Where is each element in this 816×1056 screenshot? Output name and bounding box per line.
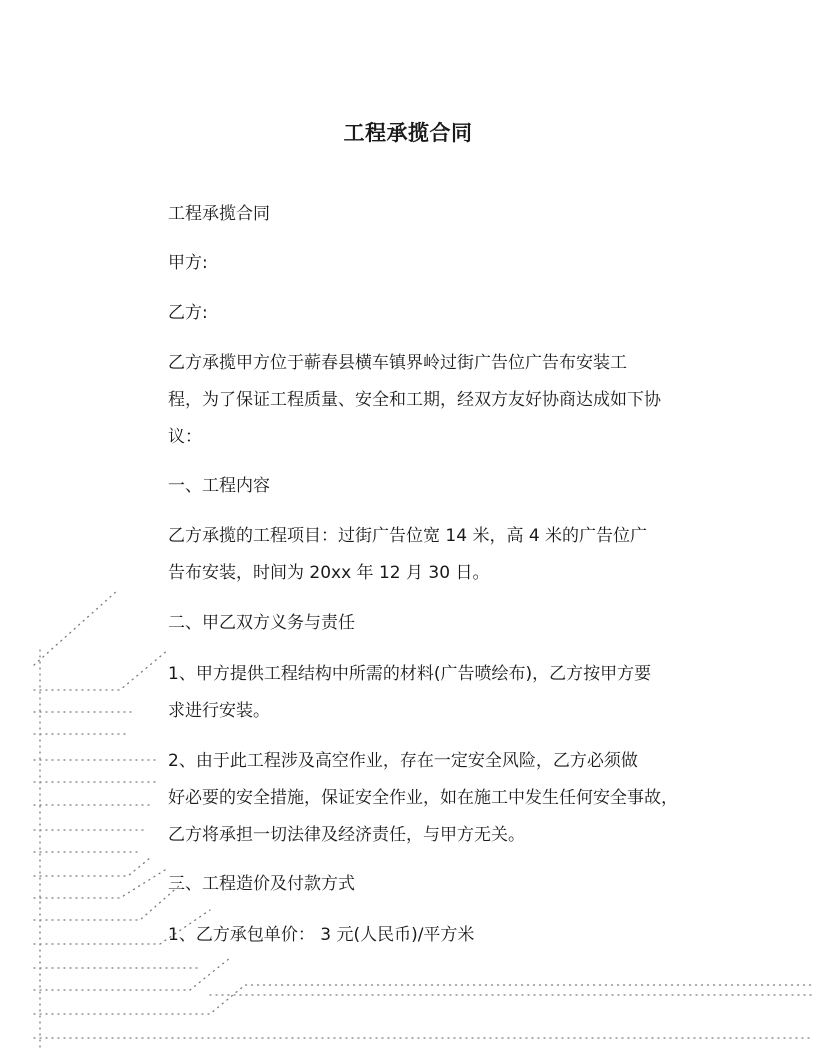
text-line: 乙方承揽甲方位于蕲春县横车镇界岭过街广告位广告布安装工 — [168, 353, 627, 373]
text-line: 工程承揽合同 — [168, 204, 270, 224]
paragraph-unit-price — [120, 917, 695, 954]
section-heading-2 — [120, 605, 695, 642]
paragraph-party-a — [120, 245, 695, 282]
text-line: 甲方: — [168, 253, 208, 273]
text-line: 程，为了保证工程质量、安全和工期，经双方友好协商达成如下协 — [168, 390, 661, 410]
text-line: 1、甲方提供工程结构中所需的材料(广告喷绘布)，乙方按甲方要 — [168, 664, 652, 684]
text-line: 1、乙方承包单价： 3 元(人民币)/平方米 — [168, 925, 475, 945]
text-line: 求进行安装。 — [168, 701, 270, 721]
document-title: 工程承揽合同 — [343, 121, 473, 145]
text-line: 乙方将承担一切法律及经济责任，与甲方无关。 — [168, 825, 525, 845]
text-line: 好必要的安全措施，保证安全作业，如在施工中发生任何安全事故， — [168, 788, 678, 808]
text-line: 乙方: — [168, 303, 208, 323]
paragraph-intro — [120, 345, 695, 456]
paragraph-party-b — [120, 295, 695, 332]
text-line: 告布安装，时间为 20xx 年 12 月 30 日。 — [168, 563, 490, 583]
paragraph-obligation-1 — [120, 656, 695, 730]
text-line: 2、由于此工程涉及高空作业，存在一定安全风险，乙方必须做 — [168, 751, 638, 771]
section-heading-1 — [120, 468, 695, 505]
paragraph-project-content — [120, 518, 695, 592]
paragraph-obligation-2 — [120, 743, 695, 854]
text-line: 一、工程内容 — [168, 476, 270, 496]
section-heading-3 — [120, 866, 695, 903]
text-line: 三、工程造价及付款方式 — [168, 874, 355, 894]
paragraph-contract-title — [120, 196, 695, 233]
text-line: 乙方承揽的工程项目：过街广告位宽 14 米，高 4 米的广告位广 — [168, 526, 648, 546]
text-line: 二、甲乙双方义务与责任 — [168, 613, 355, 633]
text-line: 议： — [168, 427, 202, 447]
